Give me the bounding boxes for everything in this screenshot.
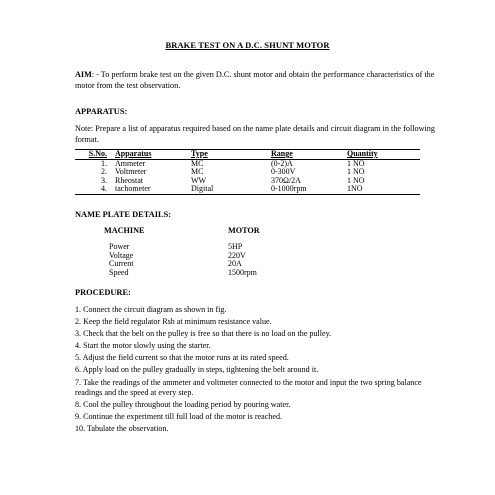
apparatus-table-header <box>75 150 420 160</box>
motor-column-label: MOTOR <box>228 226 260 235</box>
apparatus-heading: APPARATUS: <box>75 107 128 116</box>
aim-label: AIM <box>75 70 92 79</box>
aim-text: : - To perform brake test on the given D.C. shunt motor and obtain the performance characteristics of the motor from the test observation. <box>75 70 435 90</box>
cell-quantity: 1 NO <box>347 175 365 185</box>
col-range-header: Range <box>269 150 345 160</box>
cell-sno: 2. <box>101 167 107 176</box>
list-item: 2. Keep the field regulator Rsh at minimum resistance value. <box>75 317 272 327</box>
name-plate-params <box>109 243 133 277</box>
cell-range: 0-300V <box>271 167 296 176</box>
list-item: 4. Start the motor slowly using the starter. <box>75 341 211 351</box>
col-quantity-header: Quantity <box>345 150 420 160</box>
list-item: 10. Tabulate the observation. <box>75 423 169 433</box>
apparatus-note: Note: Prepare a list of apparatus required based on the name plate details and circuit diagram in the following format. <box>75 124 435 144</box>
param-voltage: Voltage <box>109 250 134 260</box>
cell-apparatus: Voltmeter <box>115 167 147 176</box>
cell-type: WW <box>191 175 207 185</box>
apparatus-table <box>75 149 420 195</box>
cell-range: (0-2)A <box>271 158 293 168</box>
cell-quantity: 1 NO <box>347 167 365 176</box>
machine-column-label: MACHINE <box>104 226 145 235</box>
param-speed: Speed <box>109 267 129 277</box>
cell-range: 0-1000rpm <box>269 185 345 194</box>
list-item: 8. Cool the pulley throughout the loading period by pouring water. <box>75 399 291 409</box>
table-row <box>75 185 420 194</box>
name-plate-heading: NAME PLATE DETAILS: <box>75 210 172 219</box>
value-power: 5HP <box>228 242 243 251</box>
col-apparatus-header: Apparatus <box>113 150 189 160</box>
cell-sno: 3. <box>101 175 107 185</box>
list-item: 3. Check that the belt on the pulley is free so that there is no load on the pulley. <box>75 329 332 339</box>
cell-apparatus: Rheostat <box>115 175 143 185</box>
value-current: 20A <box>228 259 242 269</box>
param-current: Current <box>109 259 134 269</box>
param-power: Power <box>109 242 130 251</box>
cell-type: Digital <box>189 185 269 194</box>
cell-range: 370Ω/2A <box>271 175 301 185</box>
col-type-header: Type <box>189 150 269 160</box>
value-voltage: 220V <box>228 250 246 260</box>
cell-apparatus: Ammeter <box>115 158 146 168</box>
col-sno-header: S.No. <box>75 150 113 160</box>
cell-apparatus: tachometer <box>113 185 189 194</box>
list-item: 9. Continue the experiment till full load of the motor is reached. <box>75 411 283 421</box>
cell-type: MC <box>191 167 204 176</box>
list-item: 5. Adjust the field current so that the motor runs at its rated speed. <box>75 353 289 363</box>
value-speed: 1500rpm <box>228 267 257 277</box>
list-item: 6. Apply load on the pulley gradually in steps, tightening the belt around it. <box>75 365 319 375</box>
cell-quantity: 1NO <box>345 185 420 194</box>
cell-quantity: 1 NO <box>347 158 365 168</box>
procedure-heading: PROCEDURE: <box>75 288 131 297</box>
name-plate-values <box>228 243 257 277</box>
list-item: 1. Connect the circuit diagram as shown in fig. <box>75 305 227 314</box>
list-item: 7. Take the readings of the ammeter and voltmeter connected to the motor and input the two spring balance readings and the speed at every step. <box>75 377 422 397</box>
cell-type: MC <box>191 158 204 168</box>
aim-paragraph <box>75 70 435 91</box>
cell-sno: 1. <box>101 158 107 168</box>
procedure-steps <box>75 305 435 436</box>
page-title: BRAKE TEST ON A D.C. SHUNT MOTOR <box>165 40 330 50</box>
cell-sno: 4. <box>75 185 113 194</box>
